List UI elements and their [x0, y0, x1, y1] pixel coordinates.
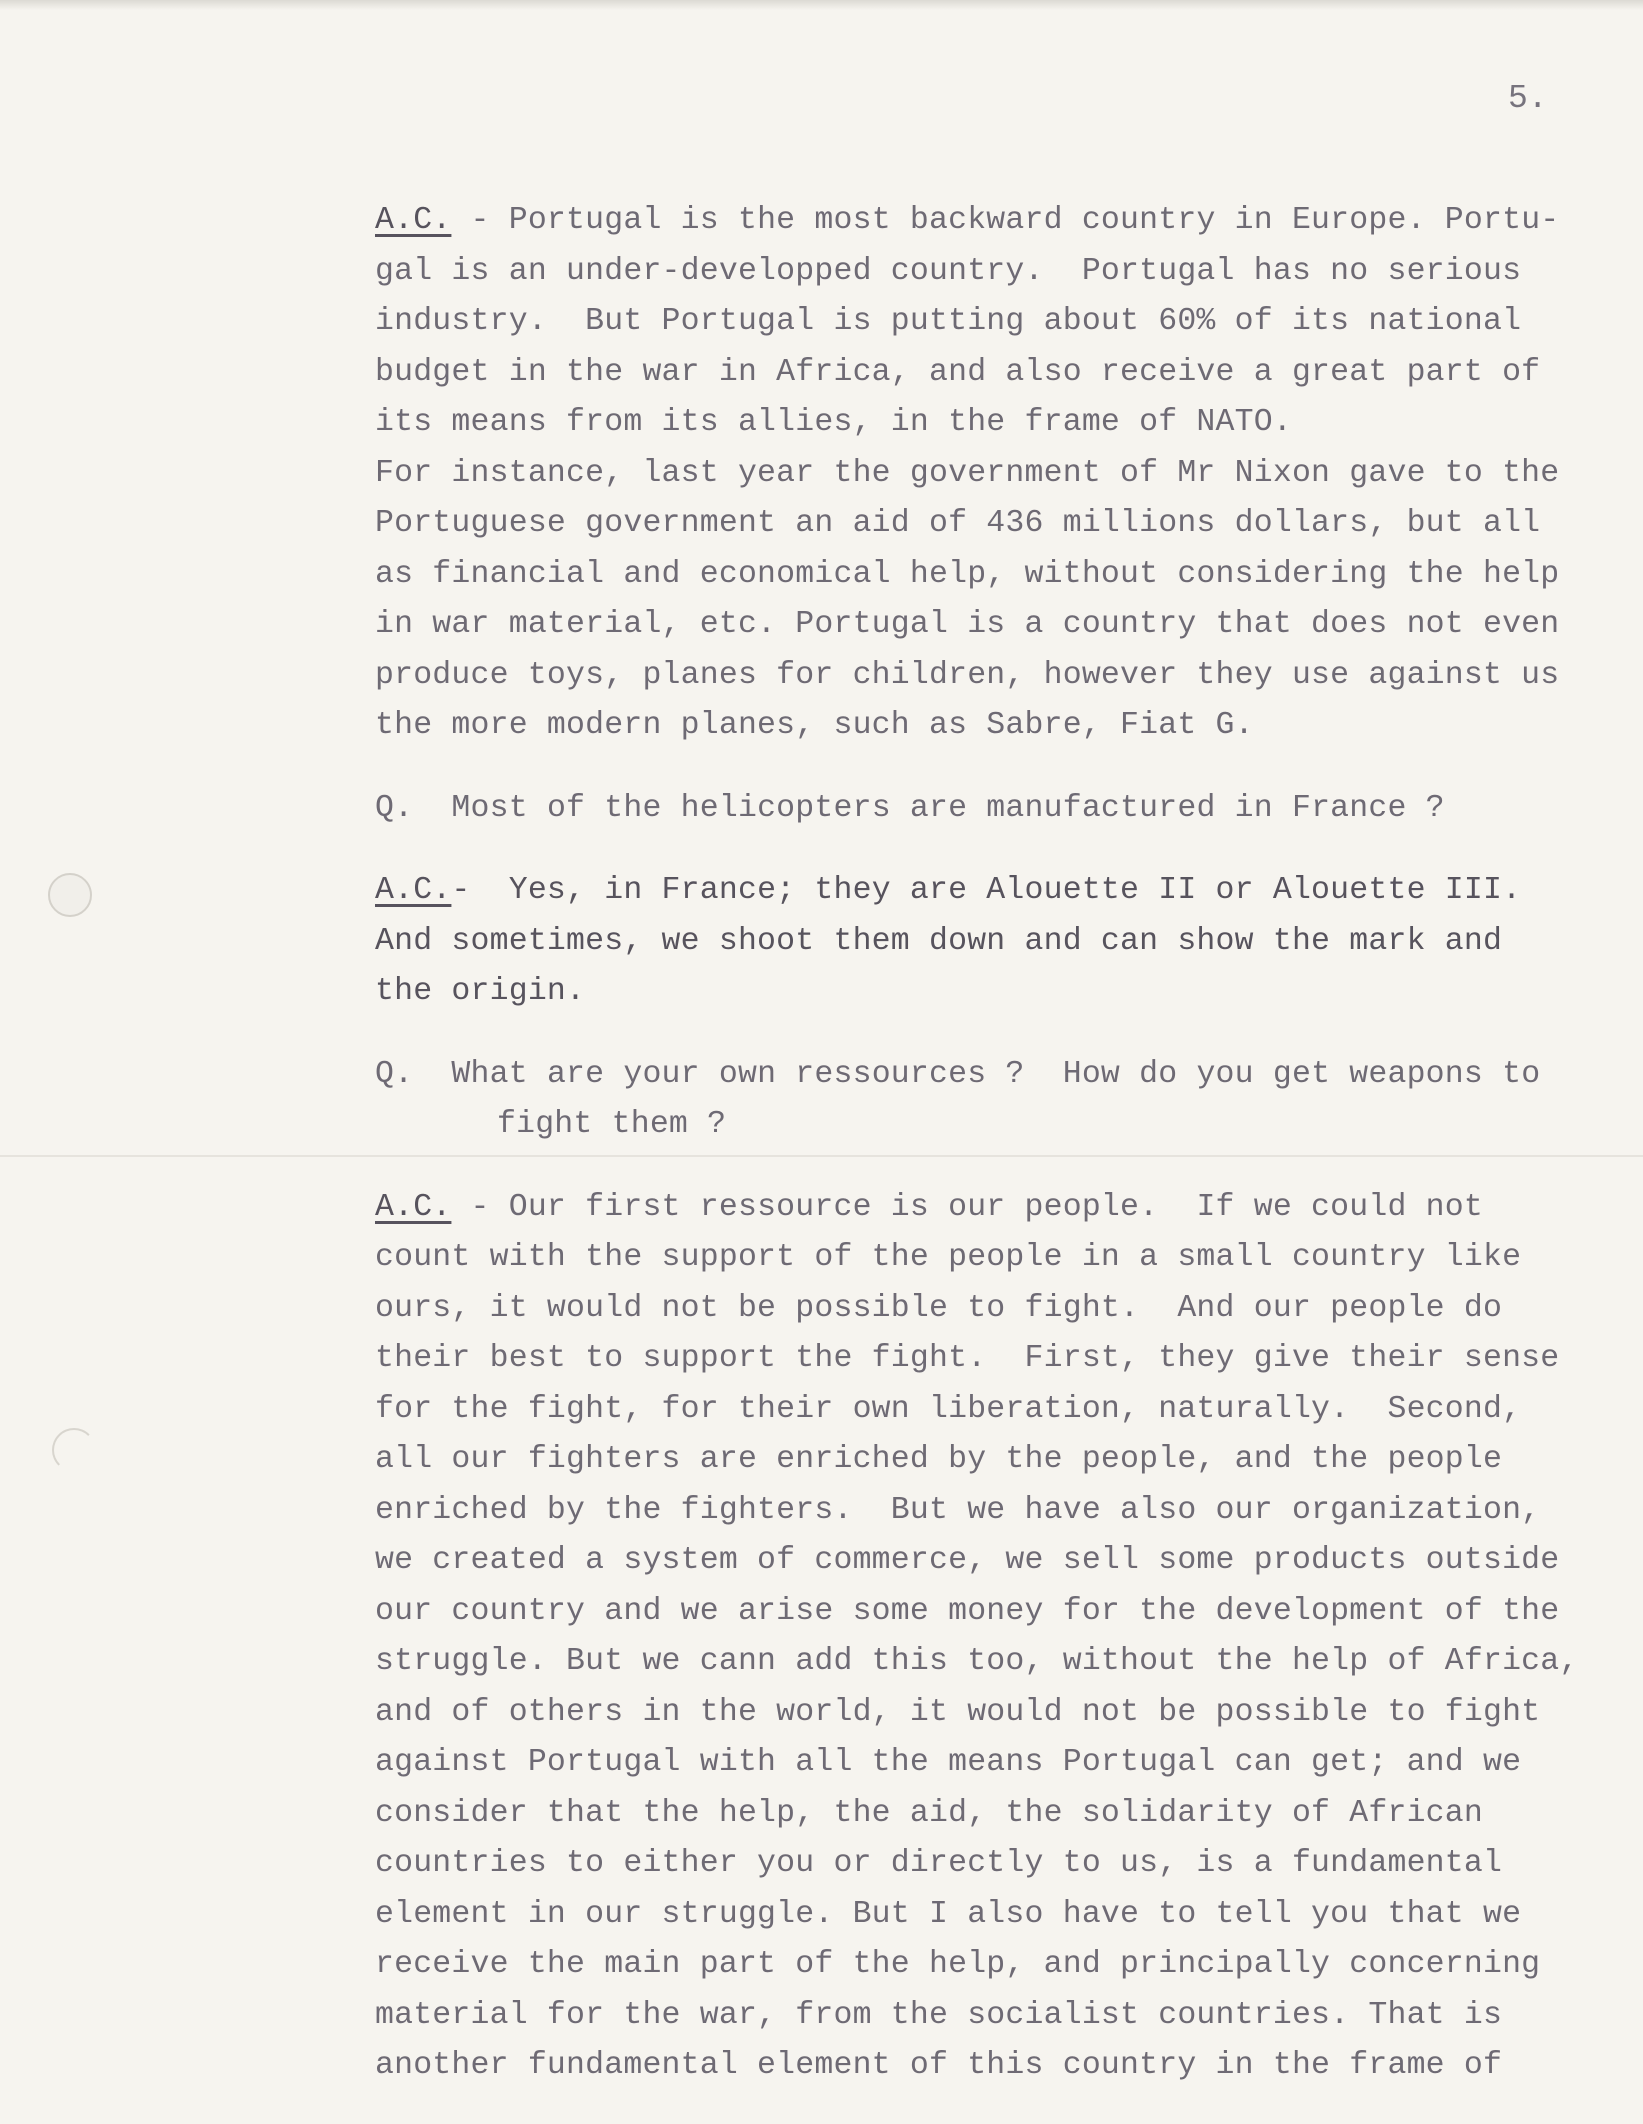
text-line: A.C. - Our first ressource is our people. If we could not [375, 1189, 1483, 1225]
text-line: count with the support of the people in a small country like [375, 1240, 1522, 1275]
answer-paragraph [375, 1183, 1615, 2092]
text-line: another fundamental element of this country in the frame of [375, 2048, 1503, 2083]
answer-paragraph [375, 866, 1615, 1018]
text-line: element in our struggle. But I also have to tell you that we [375, 1896, 1522, 1932]
text-line: as financial and economical help, without considering the help [375, 556, 1560, 592]
text-line: consider that the help, the aid, the solidarity of African [375, 1795, 1483, 1831]
text-line: the origin. [375, 974, 586, 1009]
speaker-label: Q. [375, 1056, 414, 1092]
text-line: gal is an under-developped country. Portugal has no serious [375, 253, 1522, 289]
text-line: A.C.- Yes, in France; they are Alouette II or Alouette III. [375, 873, 1522, 908]
text-line: material for the war, from the socialist countries. That is [375, 1997, 1503, 2033]
text-line: industry. But Portugal is putting about 60% of its national [375, 304, 1522, 339]
speaker-label: A.C. [375, 873, 452, 908]
text-line: Q. Most of the helicopters are manufactured in France ? [375, 790, 1445, 826]
page-number: 5. [1508, 80, 1548, 117]
text-line: we created a system of commerce, we sell some products outside [375, 1543, 1560, 1578]
text-line: budget in the war in Africa, and also receive a great part of [375, 354, 1541, 390]
text-line: all our fighters are enriched by the people, and the people [375, 1442, 1503, 1477]
text-line: receive the main part of the help, and principally concerning [375, 1947, 1541, 1982]
text-line: fight them ? [497, 1107, 727, 1142]
text-line: Q. What are your own ressources ? How do you get weapons to [375, 1056, 1541, 1092]
text-line: Portuguese government an aid of 436 millions dollars, but all [375, 506, 1541, 541]
text-line: produce toys, planes for children, however they use against us [375, 657, 1560, 693]
text-line: ours, it would not be possible to fight. And our people do [375, 1290, 1503, 1326]
text-line: its means from its allies, in the frame of NATO. [375, 405, 1292, 440]
question-paragraph [375, 784, 1615, 835]
answer-paragraph [375, 196, 1615, 752]
text-line: and of others in the world, it would not be possible to fight [375, 1694, 1541, 1730]
text-line: And sometimes, we shoot them down and can show the mark and [375, 923, 1503, 959]
speaker-label: A.C. [375, 203, 452, 238]
text-line: countries to either you or directly to us, is a fundamental [375, 1846, 1503, 1881]
punch-hole-mark [52, 1428, 96, 1472]
page-top-shadow [0, 0, 1643, 10]
text-line: enriched by the fighters. But we have also our organization, [375, 1492, 1541, 1528]
text-line: For instance, last year the government of Mr Nixon gave to the [375, 455, 1560, 491]
speaker-label: A.C. [375, 1189, 452, 1225]
text-line: our country and we arise some money for the development of the [375, 1593, 1560, 1629]
text-line: A.C. - Portugal is the most backward country in Europe. Portu- [375, 203, 1560, 238]
question-paragraph [375, 1050, 1615, 1151]
document-body [375, 196, 1615, 2124]
text-line: struggle. But we cann add this too, without the help of Africa, [375, 1644, 1579, 1679]
text-line: in war material, etc. Portugal is a country that does not even [375, 607, 1560, 642]
punch-hole-mark [48, 873, 92, 917]
text-line: against Portugal with all the means Portugal can get; and we [375, 1745, 1522, 1780]
text-line: their best to support the fight. First, they give their sense [375, 1341, 1560, 1376]
text-line: the more modern planes, such as Sabre, Fiat G. [375, 708, 1254, 743]
text-line: for the fight, for their own liberation, naturally. Second, [375, 1391, 1522, 1427]
speaker-label: Q. [375, 790, 414, 826]
